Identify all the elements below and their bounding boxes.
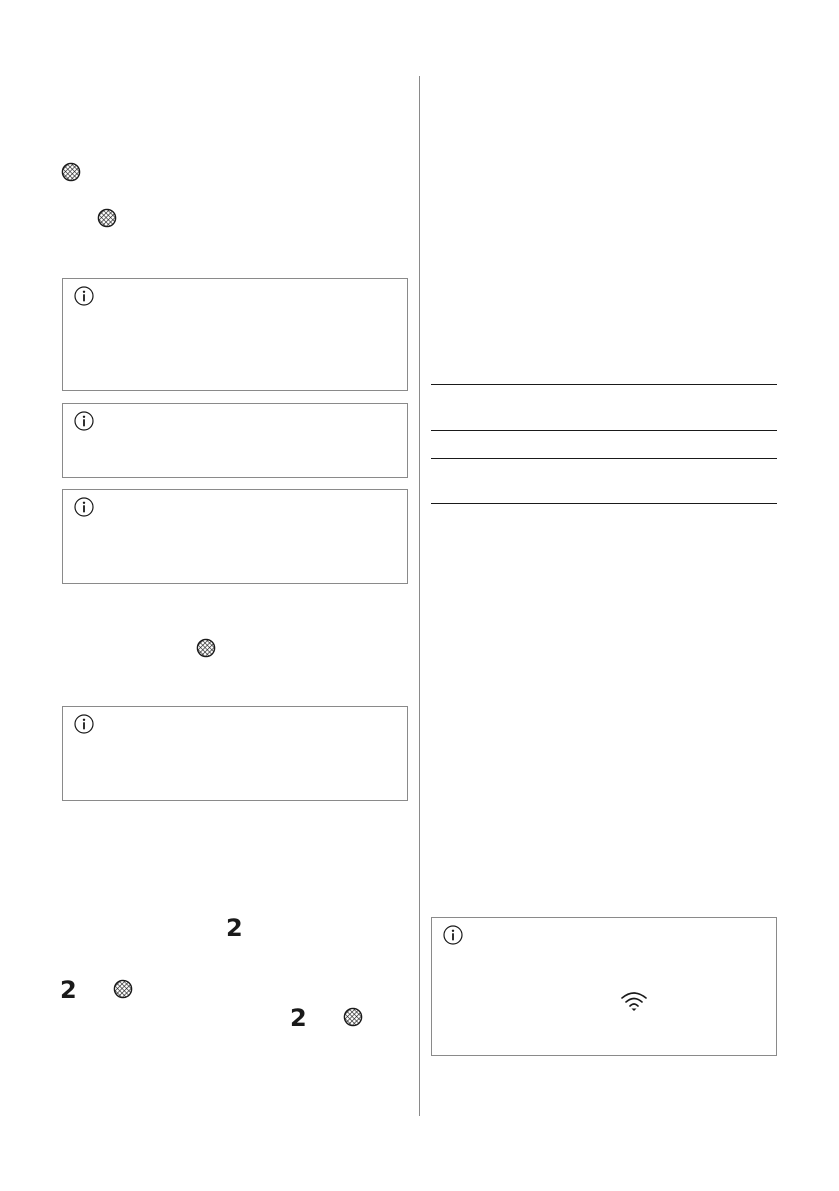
hatch-symbol-icon	[196, 638, 216, 658]
hatch-symbol-icon	[61, 162, 81, 182]
info-icon	[74, 497, 94, 517]
table-row	[431, 395, 777, 425]
info-icon	[443, 925, 463, 945]
wifi-icon	[620, 990, 648, 1012]
display-digit-symbol: 2	[60, 976, 77, 1004]
display-digit-symbol: 2	[226, 914, 243, 942]
info-icon	[74, 714, 94, 734]
info-note	[62, 706, 408, 801]
table-rule	[431, 458, 777, 459]
info-note	[431, 917, 777, 1056]
table-row	[431, 468, 777, 498]
column-divider	[419, 76, 420, 1116]
info-note	[62, 403, 408, 478]
table-rule	[431, 384, 777, 385]
info-icon	[74, 286, 94, 306]
table-rule	[431, 430, 777, 431]
info-icon	[74, 411, 94, 431]
hatch-symbol-icon	[97, 208, 117, 228]
display-digit-symbol: 2	[290, 1004, 307, 1032]
info-note	[62, 278, 408, 391]
info-note	[62, 489, 408, 584]
table-rule	[431, 503, 777, 504]
hatch-symbol-icon	[113, 979, 133, 999]
hatch-symbol-icon	[343, 1007, 363, 1027]
